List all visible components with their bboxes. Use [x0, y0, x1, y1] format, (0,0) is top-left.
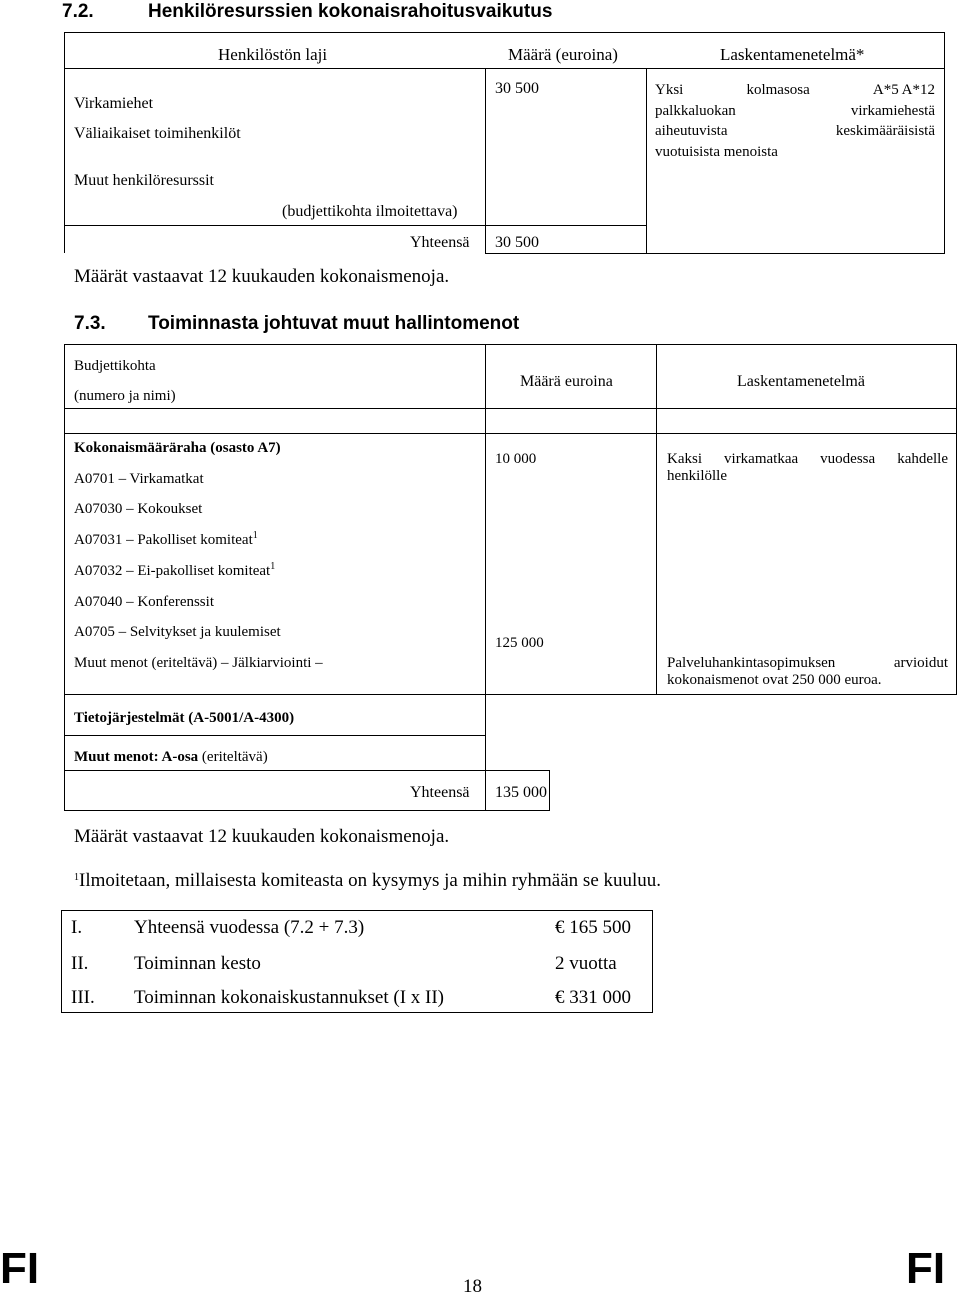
table-col-divider: [549, 770, 550, 811]
footnote-mark: 1: [252, 530, 258, 541]
table-header-divider: [64, 408, 957, 409]
method-line: kokonaismenot ovat 250 000 euroa.: [667, 672, 882, 688]
section-7-2-title: Henkilöresurssien kokonaisrahoitusvaikutus: [148, 1, 553, 22]
item-a0705: A0705 – Selvitykset ja kuulemiset: [74, 624, 281, 640]
footnote-text: Ilmoitetaan, millaisesta komiteasta on kysymys ja mihin ryhmään se kuuluu.: [79, 870, 662, 891]
item-kokonaismaararaha: Kokonaismääräraha (osasto A7): [74, 440, 281, 456]
summary-border-left: [61, 910, 62, 1013]
table-border-left: [64, 32, 65, 253]
section-7-3-number: 7.3.: [74, 313, 106, 334]
table-row-divider: [485, 770, 550, 771]
summary-value: 2 vuotta: [555, 953, 617, 974]
total-value: 135 000: [495, 784, 547, 801]
method-word: aiheutuvista: [655, 123, 728, 139]
summary-roman: I.: [71, 917, 83, 938]
item-muut-menot-a-osa: [74, 749, 268, 766]
method-line: Kaksi virkamatkaa vuodessa kahdelle: [667, 451, 948, 467]
table-border-top: [64, 344, 957, 345]
header-maara-euroina: Määrä euroina: [520, 373, 613, 390]
table-border-right: [956, 344, 957, 694]
item-a07040: A07040 – Konferenssit: [74, 594, 214, 610]
item-tietojarjestelmat: Tietojärjestelmät (A-5001/A-4300): [74, 710, 295, 726]
table-row-divider: [64, 694, 957, 695]
header-maara: Määrä (euroina): [508, 45, 618, 64]
row-budjettikohta: (budjettikohta ilmoitettava): [282, 203, 458, 220]
method-text: [655, 80, 935, 162]
header-budjettikohta: Budjettikohta: [74, 358, 156, 374]
summary-roman: II.: [71, 953, 89, 974]
method-word: vuotuisista menoista: [655, 143, 778, 160]
summary-value: € 165 500: [555, 917, 631, 938]
table-border-bottom: [485, 253, 945, 254]
method-word: virkamiehestä: [850, 102, 935, 119]
method-word: Yksi: [655, 82, 684, 98]
method-word: kolmasosa: [746, 82, 810, 98]
total-value: 30 500: [495, 234, 539, 251]
footer-language-left: FI: [0, 1244, 40, 1293]
table-row-divider: [64, 433, 957, 434]
item-a07032: [74, 563, 275, 580]
item-a07030: A07030 – Kokoukset: [74, 501, 203, 517]
footer-language-right: FI: [906, 1244, 946, 1293]
item-muut-menot: Muut menot (eriteltävä) – Jälkiarviointi –: [74, 655, 323, 671]
section-7-2-number: 7.2.: [62, 1, 94, 22]
header-laskentamenetelma: Laskentamenetelmä: [737, 373, 865, 390]
footnote: [74, 870, 661, 892]
total-label: Yhteensä: [410, 234, 470, 251]
method-line: henkilölle: [667, 468, 727, 484]
row-valiaikaiset: Väliaikaiset toimihenkilöt: [74, 125, 241, 142]
table-col-divider: [485, 344, 486, 811]
item-a07032-label: A07032 – Ei-pakolliset komiteat: [74, 563, 271, 579]
summary-border-right: [652, 910, 653, 1013]
item-a0701: A0701 – Virkamatkat: [74, 471, 204, 487]
row-virkamiehet: Virkamiehet: [74, 95, 154, 112]
table-col-divider: [646, 68, 647, 253]
section-7-2-note: Määrät vastaavat 12 kuukauden kokonaismenoja.: [74, 266, 450, 287]
amount-value: 30 500: [495, 80, 539, 97]
row-muut-henkiloresurssit: Muut henkilöresurssit: [74, 172, 214, 189]
header-henkiloston-laji: Henkilöstön laji: [218, 45, 328, 64]
summary-value: € 331 000: [555, 987, 631, 1008]
method-line: Palveluhankintasopimuksen arvioidut: [667, 655, 948, 671]
item-a07031: [74, 532, 258, 549]
table-row-divider: [64, 770, 485, 771]
footnote-mark: 1: [270, 561, 276, 572]
section-7-3-title: Toiminnasta johtuvat muut hallintomenot: [148, 313, 520, 334]
table-row-divider: [64, 735, 485, 736]
summary-label: Toiminnan kesto: [134, 953, 261, 974]
method-word: palkkaluokan: [655, 102, 736, 119]
table-col-divider: [656, 344, 657, 694]
total-label: Yhteensä: [410, 784, 470, 801]
amount-virkamatkat: 10 000: [495, 451, 537, 467]
summary-border-top: [61, 910, 653, 911]
summary-border-bottom: [61, 1012, 653, 1013]
table-border-top: [64, 32, 945, 33]
method-virkamatkat: [667, 451, 948, 485]
table-border-right: [944, 32, 945, 253]
item-muut-menot-a-osa-label: Muut menot: A-osa: [74, 749, 199, 765]
table-header-divider: [64, 68, 945, 69]
header-laskentamenetelma: Laskentamenetelmä*: [720, 45, 865, 64]
item-a07031-label: A07031 – Pakolliset komiteat: [74, 532, 253, 548]
item-muut-menot-a-osa-rest: (eriteltävä): [198, 749, 268, 765]
summary-label: Toiminnan kokonaiskustannukset (I x II): [134, 987, 445, 1008]
header-numero-ja-nimi: (numero ja nimi): [74, 388, 176, 404]
summary-roman: III.: [71, 987, 95, 1008]
table-border-bottom: [64, 810, 550, 811]
method-selvitykset: [667, 655, 948, 689]
page-number: 18: [463, 1276, 482, 1297]
method-word: A*5 A*12: [872, 82, 935, 98]
section-7-3-note: Määrät vastaavat 12 kuukauden kokonaismenoja.: [74, 826, 450, 847]
footnote-mark: 1: [74, 872, 79, 883]
summary-label: Yhteensä vuodessa (7.2 + 7.3): [134, 917, 365, 938]
amount-selvitykset: 125 000: [495, 635, 544, 651]
table-row-divider: [64, 225, 646, 226]
table-border-left: [64, 344, 65, 811]
method-word: keskimääräisistä: [835, 123, 935, 139]
